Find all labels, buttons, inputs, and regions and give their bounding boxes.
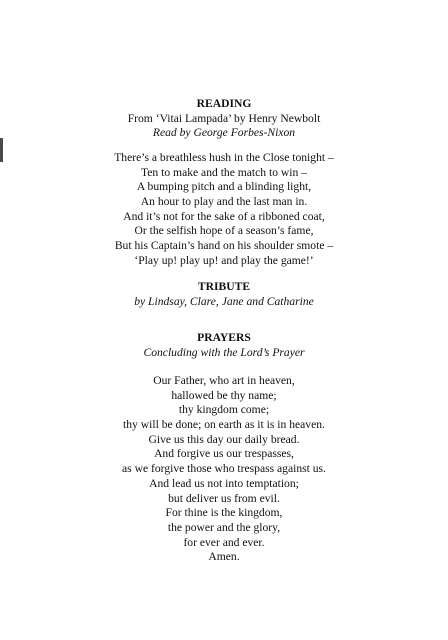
prayer-line: for ever and ever. [183, 535, 265, 549]
prayers-section [0, 331, 448, 360]
prayers-subtitle: Concluding with the Lord’s Prayer [143, 345, 305, 359]
reading-reader: Read by George Forbes-Nixon [152, 126, 296, 140]
tribute-by: by Lindsay, Clare, Jane and Catharine [134, 294, 314, 308]
prayer-line: And forgive us our trespasses, [154, 447, 294, 461]
tribute-heading: TRIBUTE [197, 280, 251, 293]
reading-heading: READING [196, 97, 252, 110]
prayer-line: hallowed be thy name; [171, 388, 277, 402]
poem-text [0, 151, 448, 269]
prayer-line: thy kingdom come; [178, 403, 270, 417]
tribute-section [0, 280, 448, 309]
poem-line: But his Captain’s hand on his shoulder smote – [114, 239, 334, 253]
prayer-line: For thine is the kingdom, [165, 506, 283, 520]
prayer-line: but deliver us from evil. [168, 491, 280, 505]
prayers-heading: PRAYERS [197, 331, 251, 344]
poem-line: An hour to play and the last man in. [140, 195, 308, 209]
prayer-line: Our Father, who art in heaven, [153, 374, 295, 387]
poem-line: Or the selfish hope of a season’s fame, [134, 224, 314, 238]
prayer-line: Amen. [208, 550, 240, 564]
reading-source: From ‘Vitai Lampada’ by Henry Newbolt [127, 111, 321, 125]
prayer-line: Give us this day our daily bread. [148, 432, 300, 446]
poem-line: There’s a breathless hush in the Close tonight – [114, 151, 334, 164]
prayer-line: thy will be done; on earth as it is in heaven. [123, 418, 325, 432]
poem-line: A bumping pitch and a blinding light, [136, 180, 312, 194]
reading-section [0, 97, 448, 141]
poem-line: And it’s not for the sake of a ribboned coat, [123, 209, 325, 223]
prayer-line: the power and the glory, [167, 520, 281, 534]
poem-line: Ten to make and the match to win – [141, 165, 307, 179]
prayer-line: And lead us not into temptation; [149, 476, 299, 490]
poem-line: ‘Play up! play up! and play the game!’ [134, 253, 314, 267]
lords-prayer-text [0, 374, 448, 565]
prayer-line: as we forgive those who trespass against us. [122, 462, 326, 476]
